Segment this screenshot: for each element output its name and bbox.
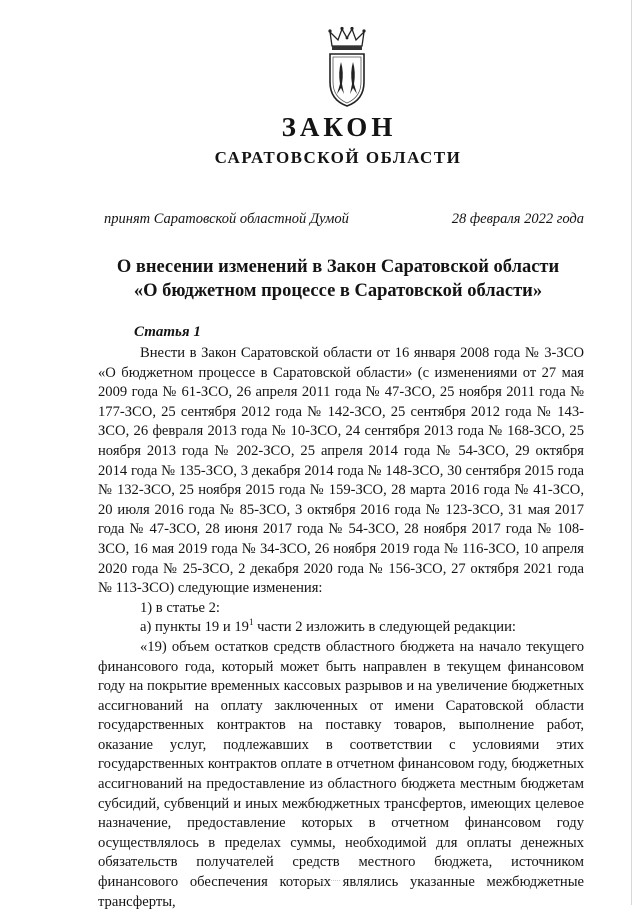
law-title xyxy=(60,255,616,303)
article-intro-paragraph: Внести в Закон Саратовской области от 16 января 2008 года № 3-ЗСО «О бюджетном процессе в Саратовской области» (с изменениями от 27 мая 2009 года № 61-ЗСО, 26 апреля 2011 года № 47-ЗСО, 25 ноября 2011 года № 177-ЗСО, 25 сентября 2012 года № 142-ЗСО, 25 сентября 2012 года № 143-ЗСО, 26 февраля 2013 года № 10-ЗСО, 24 сентября 2013 года № 168-ЗСО, 25 ноября 2013 года № 202-ЗСО, 25 апреля 2014 года № 54-ЗСО, 29 октября 2014 года № 135-ЗСО, 3 декабря 2014 года № 148-ЗСО, 30 сентября 2015 года № 132-ЗСО, 25 ноября 2015 года № 159-ЗСО, 28 марта 2016 года № 41-ЗСО, 20 июля 2016 года № 85-ЗСО, 3 октября 2016 года № 123-ЗСО, 31 мая 2017 года № 47-ЗСО, 28 июня 2017 года № 54-ЗСО, 28 ноября 2017 года № 108-ЗСО, 16 мая 2019 года № 34-ЗСО, 26 ноября 2019 года № 116-ЗСО, 10 апреля 2020 года № 25-ЗСО, 2 декабря 2020 года № 156-ЗСО, 27 октября 2021 года № 113-ЗСО) следующие изменения: xyxy=(98,345,584,597)
item-a-superscript: 1 xyxy=(248,617,254,628)
item-a-text-post: части 2 изложить в следующей редакции: xyxy=(253,619,516,636)
item-a-paragraph xyxy=(98,618,584,638)
item-a-text-pre: а) пункты 19 и 19 xyxy=(140,619,249,636)
law-title-line-2: «О бюджетном процессе в Саратовской области» xyxy=(133,281,543,301)
scan-footer-mark xyxy=(300,880,340,885)
law-title-line-1: О внесении изменений в Закон Саратовской области xyxy=(116,257,560,277)
document-type-heading: ЗАКОН xyxy=(281,112,397,142)
item-1-paragraph: 1) в статье 2: xyxy=(140,599,220,616)
region-heading: САРАТОВСКОЙ ОБЛАСТИ xyxy=(214,148,462,167)
point-19-paragraph: «19) объем остатков средств областного бюджета на начало текущего финансового года, который может быть направлен в текущем финансовом году на покрытие временных кассовых разрывов и на увеличение бюджетных ассигнований на оплату заключенных от имени Саратовской области государственных контрактов на поставку товаров, выполнение работ, оказание услуг, подлежавших в соответствии с условиями этих государственных контрактов оплате в отчетном финансовом году, бюджетных ассигнований на предоставление из областного бюджета местным бюджетам субсидий, субвенций и иных межбюджетных трансфертов, имеющих целевое назначение, предоставление которых в отчетном финансовом году осуществлялось в пределах суммы, необходимой для оплаты денежных обязательств получателей средств местного бюджета, источником финансового обеспечения которых являлись указанные межбюджетные трансферты, xyxy=(98,638,584,910)
adopted-by-text: принят Саратовской областной Думой xyxy=(104,211,349,227)
article-body xyxy=(98,344,584,912)
saratov-coat-of-arms-icon xyxy=(326,26,368,108)
adoption-date: 28 февраля 2022 года xyxy=(451,211,584,227)
article-heading: Статья 1 xyxy=(134,324,201,340)
